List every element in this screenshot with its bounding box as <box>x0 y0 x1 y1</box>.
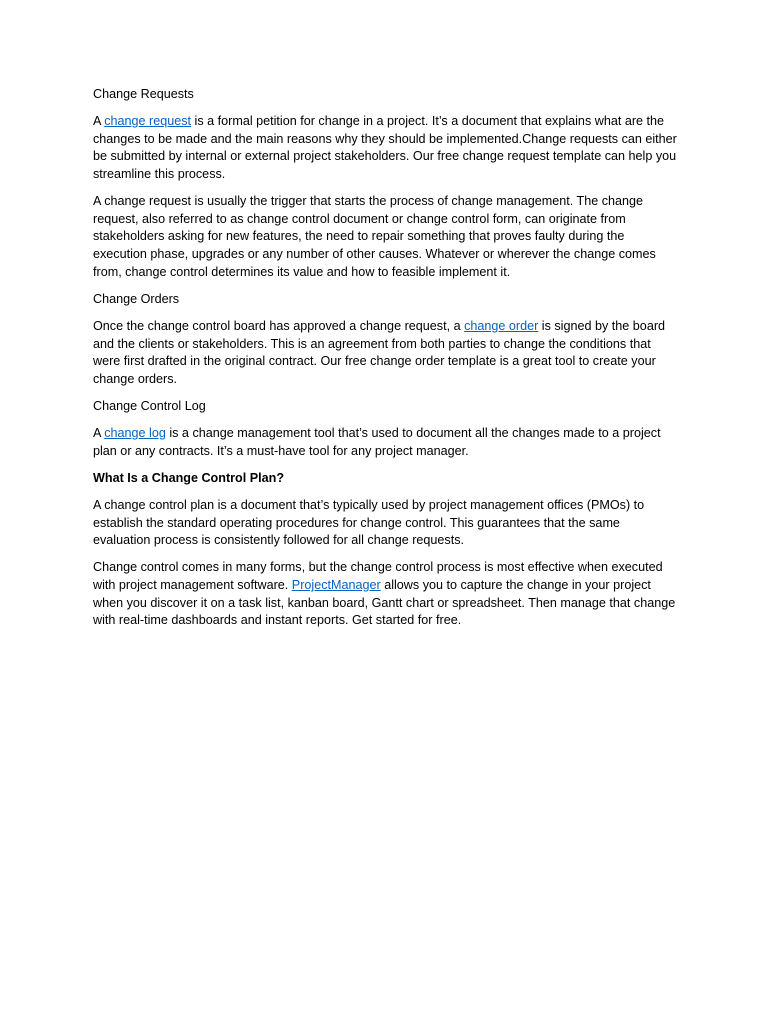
heading-change-orders: Change Orders <box>93 291 180 306</box>
text-segment: Once the change control board has approved a change request, a <box>93 318 465 333</box>
paragraph-change-order <box>93 318 678 388</box>
text-segment: A <box>93 426 105 441</box>
change-order-link[interactable]: change order <box>464 318 539 333</box>
projectmanager-link[interactable]: ProjectManager <box>291 578 381 592</box>
paragraph-change-request-trigger: A change request is usually the trigger that starts the process of change management. The change request, also referred to as change control document or change control form, can originate from stakeholders asking for new features, the need to repair something that proves faulty during the execution phase, upgrades or any number of other causes. Whatever or wherever the change comes from, change control determines its value and how to feasible implement it. <box>93 194 656 279</box>
text-segment: is a formal petition for change in a project. It’s a document that explains what are the changes to be made and the main reasons why they should be implemented.Change requests can either be submitted by internal or external project stakeholders. Our free change request template can help you streamline this process. <box>93 114 677 181</box>
heading-change-control-log: Change Control Log <box>93 398 206 413</box>
text-segment: Change control comes in many forms, but the change control process is most effective when executed with project management software. <box>93 560 663 592</box>
change-request-link[interactable]: change request <box>104 114 192 129</box>
heading-change-control-plan: What Is a Change Control Plan? <box>93 470 285 485</box>
text-segment: is a change management tool that’s used to document all the changes made to a project plan or any contracts. It’s a must-have tool for any project manager. <box>93 426 661 458</box>
document-page <box>93 86 678 639</box>
text-segment: A <box>93 114 105 129</box>
paragraph-change-request-definition <box>93 113 678 183</box>
text-segment: allows you to capture the change in your project when you discover it on a task list, kanban board, Gantt chart or spreadsheet. Then manage that change with real-time dashboards and instant reports. Get started for free. <box>93 578 676 628</box>
heading-change-requests: Change Requests <box>93 87 194 101</box>
paragraph-change-control-plan: A change control plan is a document that’s typically used by project management offices (PMOs) to establish the standard operating procedures for change control. This guarantees that the same evaluation process is consistently followed for all change requests. <box>93 498 645 548</box>
paragraph-project-manager <box>93 559 678 629</box>
text-segment: is signed by the board and the clients or stakeholders. This is an agreement from both parties to change the conditions that were first drafted in the original contract. Our free change order template is a great tool to create your change orders. <box>93 318 666 386</box>
paragraph-change-log <box>93 425 678 460</box>
change-log-link[interactable]: change log <box>104 426 166 441</box>
